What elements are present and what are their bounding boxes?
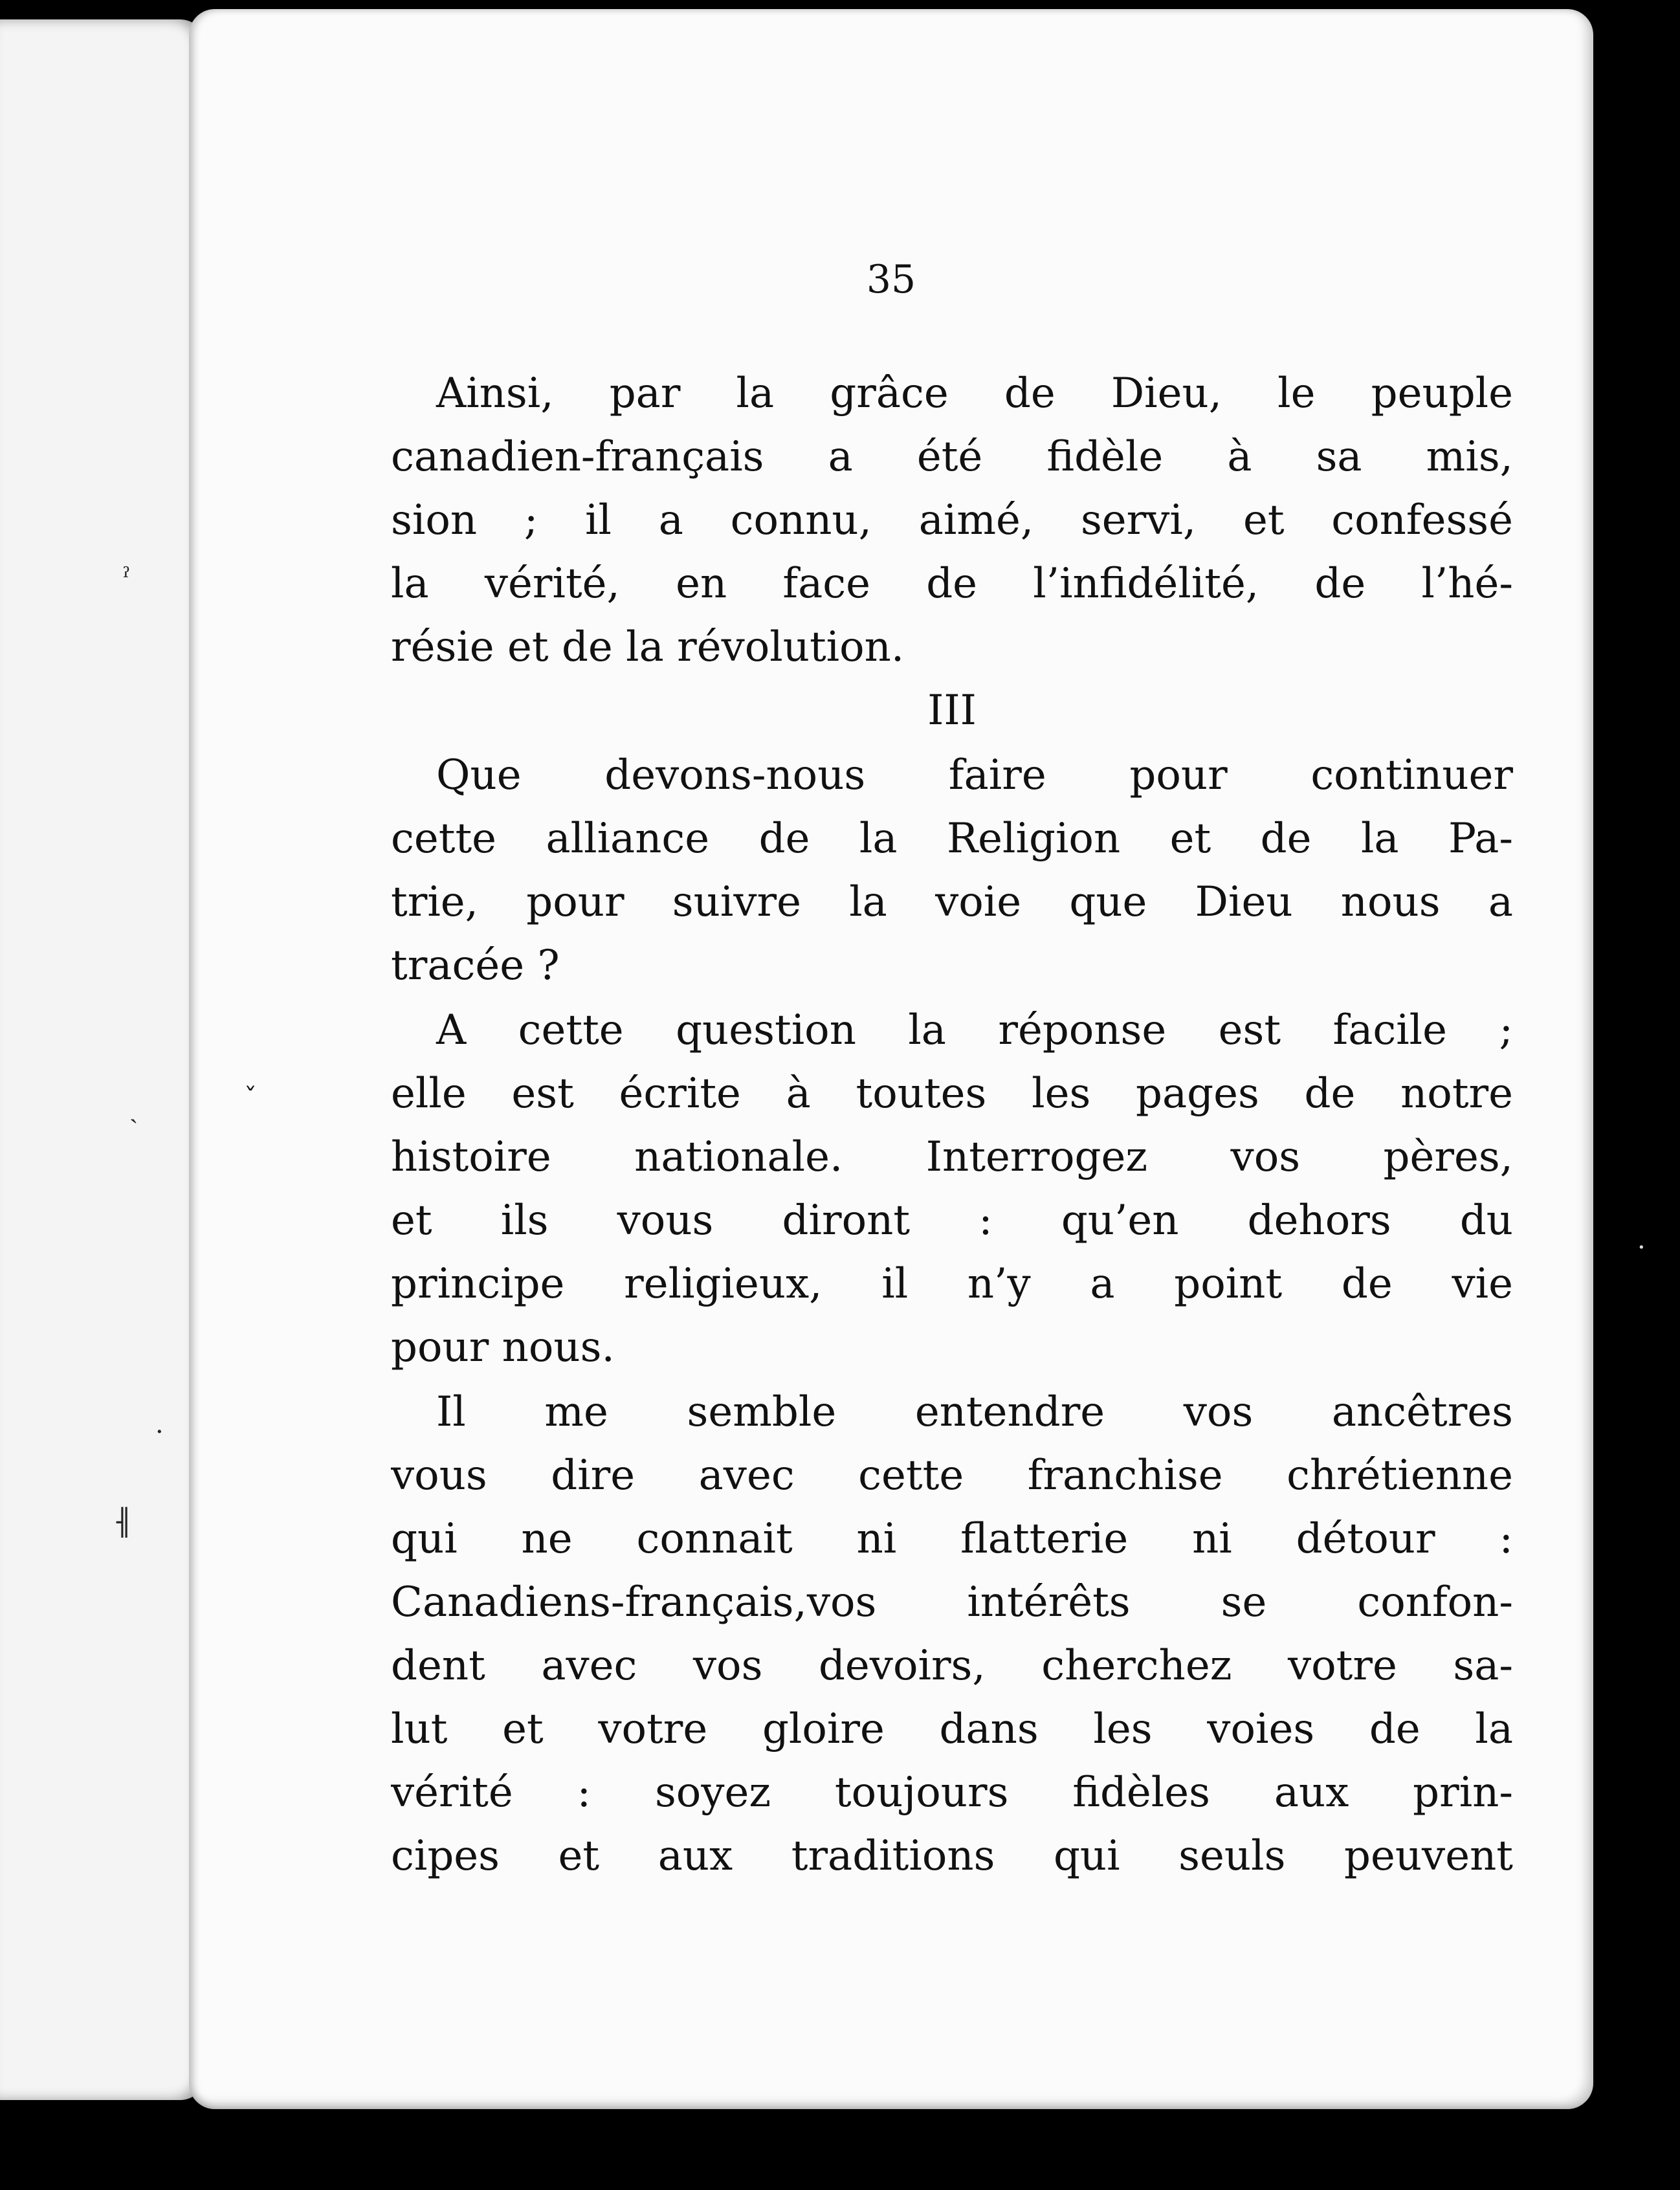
paragraph: [391, 744, 1513, 997]
speck-mark: ·: [1637, 1233, 1646, 1263]
text-line: vous dire avec cette franchise chrétienne: [391, 1452, 1513, 1499]
text-line: canadien-français a été fidèle à sa mis,: [391, 433, 1513, 481]
text-line: tracée ?: [391, 942, 560, 990]
text-line: lut et votre gloire dans les voies de la: [391, 1705, 1513, 1753]
text-line: elle est écrite à toutes les pages de notre: [391, 1070, 1513, 1118]
text-line: résie et de la révolution.: [391, 623, 905, 671]
paragraph: [391, 1380, 1513, 1888]
left-page-edge: [0, 19, 206, 2100]
text-line: pour nous.: [391, 1323, 615, 1371]
text-line: la vérité, en face de l’infidélité, de l’hé-: [391, 560, 1513, 608]
margin-mark: ˎ: [129, 1094, 138, 1124]
text-line: histoire nationale. Interrogez vos pères,: [391, 1133, 1513, 1181]
text-line: dent avec vos devoirs, cherchez votre sa-: [391, 1642, 1513, 1690]
text-line: Ainsi, par la grâce de Dieu, le peuple: [436, 370, 1513, 417]
section-heading: III: [927, 687, 977, 735]
margin-mark: ˀ: [123, 563, 131, 593]
text-line: qui ne connait ni flatterie ni détour :: [391, 1515, 1513, 1563]
speck-mark: ˇ: [244, 1083, 257, 1113]
text-line: et ils vous diront : qu’en dehors du: [391, 1197, 1513, 1244]
text-line: Canadiens-français,vos intérêts se confon-: [391, 1578, 1513, 1626]
margin-mark: ·: [155, 1417, 164, 1447]
text-line: sion ; il a connu, aimé, servi, et confessé: [391, 496, 1513, 544]
paragraph: [391, 999, 1513, 1379]
page-number: 35: [866, 257, 916, 302]
text-line: A cette question la réponse est facile ;: [436, 1006, 1513, 1054]
text-line: principe religieux, il n’y a point de vie: [391, 1260, 1513, 1308]
paragraph: [391, 362, 1513, 679]
text-line: cette alliance de la Religion et de la Pa-: [391, 815, 1513, 863]
text-line: cipes et aux traditions qui seuls peuvent: [391, 1832, 1513, 1880]
page-text: [391, 362, 1513, 1888]
text-line: vérité : soyez toujours fidèles aux prin-: [391, 1769, 1513, 1817]
margin-mark: ╢: [116, 1508, 133, 1538]
text-line: Que devons-nous faire pour continuer: [436, 751, 1513, 799]
book-page: [189, 9, 1593, 2109]
text-line: Il me semble entendre vos ancêtres: [436, 1388, 1513, 1436]
text-line: trie, pour suivre la voie que Dieu nous a: [391, 878, 1513, 926]
